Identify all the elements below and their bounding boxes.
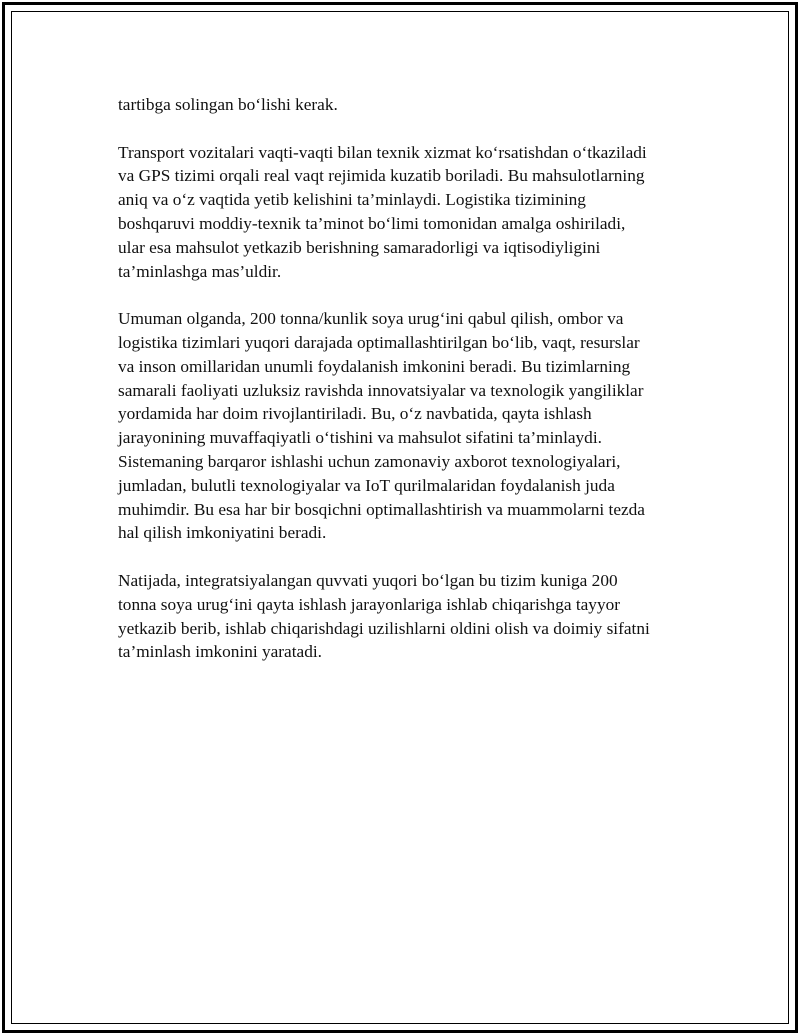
paragraph-transport: Transport vozitalari vaqti-vaqti bilan texnik xizmat ko‘rsatishdan o‘tkaziladi va GPS tizimi orqali real vaqt rejimida kuzatib boriladi. Bu mahsulotlarning aniq va o‘z vaqtida yetib kelishini ta’minlaydi. Logistika tizimining boshqaruvi moddiy-texnik ta’minot bo‘limi tomonidan amalga oshiriladi, ular esa mahsulot yetkazib berishning samaradorligi va iqtisodiyligini ta’minlashga mas’uldir. — [118, 142, 647, 281]
paragraph-continuation: tartibga solingan bo‘lishi kerak. — [118, 95, 338, 114]
document-body — [118, 93, 693, 688]
paragraph-conclusion: Natijada, integratsiyalangan quvvati yuqori bo‘lgan bu tizim kuniga 200 tonna soya urug‘ini qayta ishlash jarayonlariga ishlab chiqarishga tayyor yetkazib berib, ishlab chiqarishdagi uzilishlarni oldini olish va doimiy sifatni ta’minlash imkonini yaratadi. — [118, 570, 650, 662]
paragraph-summary: Umuman olganda, 200 tonna/kunlik soya urug‘ini qabul qilish, ombor va logistika tizimlari yuqori darajada optimallashtirilgan bo‘lib, vaqt, resurslar va inson omillaridan unumli foydalanish imkonini beradi. Bu tizimlarning samarali faoliyati uzluksiz ravishda innovatsiyalar va texnologik yangiliklar yordamida har doim rivojlantiriladi. Bu, o‘z navbatida, qayta ishlash jarayonining muvaffaqiyatli o‘tishini va mahsulot sifatini ta’minlaydi. Sistemaning barqaror ishlashi uchun zamonaviy axborot texnologiyalari, jumladan, bulutli texnologiyalar va IoT qurilmalaridan foydalanish juda muhimdir. Bu esa har bir bosqichni optimallashtirish va muammolarni tezda hal qilish imkoniyatini beradi. — [118, 309, 645, 543]
